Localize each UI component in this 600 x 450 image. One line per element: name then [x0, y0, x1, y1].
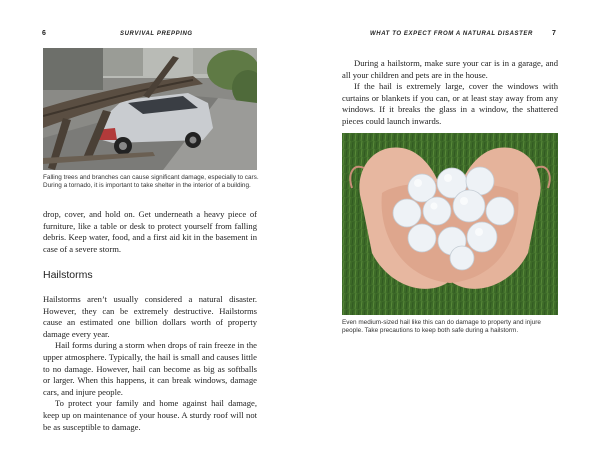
paragraph: If the hail is extremely large, cover the windows with curtains or blankets if you can, or at least stay away from any windows. If it breaks the glass in a window, the shattered pieces could launch inwards.	[342, 81, 558, 126]
page-number: 7	[552, 30, 556, 37]
paragraph: To protect your family and home against hail damage, keep up on maintenance of your house. A sturdy roof will not be as susceptible to damage.	[43, 398, 257, 432]
right-page-body	[342, 58, 558, 128]
right-page	[300, 0, 600, 450]
hailstorm-section-body	[43, 294, 257, 433]
paragraph: drop, cover, and hold on. Get underneath a heavy piece of furniture, like a table or desk to protect yourself from falling debris. Keep water, food, and a first aid kit in the basement in case of a severe storm.	[43, 209, 257, 254]
paragraph: Hailstorms aren’t usually considered a natural disaster. However, they can be extremely destructive. Hailstorms cause an estimated one billion dollars worth of property damage every year.	[43, 294, 257, 339]
paragraph: During a hailstorm, make sure your car is in a garage, and all your children and pets are in the house.	[342, 58, 558, 80]
hailstones-hands-photo	[342, 133, 558, 315]
continued-paragraph	[43, 209, 257, 255]
section-heading: Hailstorms	[43, 269, 93, 281]
page-number: 6	[42, 30, 46, 37]
paragraph: Hail forms during a storm when drops of rain freeze in the upper atmosphere. Typically, the hail is small and causes little to no damage. However, hail can become as big as softballs or larger. When this happens, it can break windows, damage cars, and injure people.	[43, 340, 257, 397]
running-head: WHAT TO EXPECT FROM A NATURAL DISASTER	[370, 31, 533, 37]
photo-caption: Even medium-sized hail like this can do damage to property and injure people. Take precautions to keep both safe during a hailstorm.	[342, 319, 541, 334]
hailstones-hands-image	[342, 133, 558, 315]
photo-caption: Falling trees and branches can cause significant damage, especially to cars. During a tornado, it is important to take shelter in the interior of a building.	[43, 174, 259, 189]
fallen-tree-car-photo	[43, 48, 257, 170]
running-head: SURVIVAL PREPPING	[120, 31, 193, 37]
fallen-tree-car-image	[43, 48, 257, 170]
